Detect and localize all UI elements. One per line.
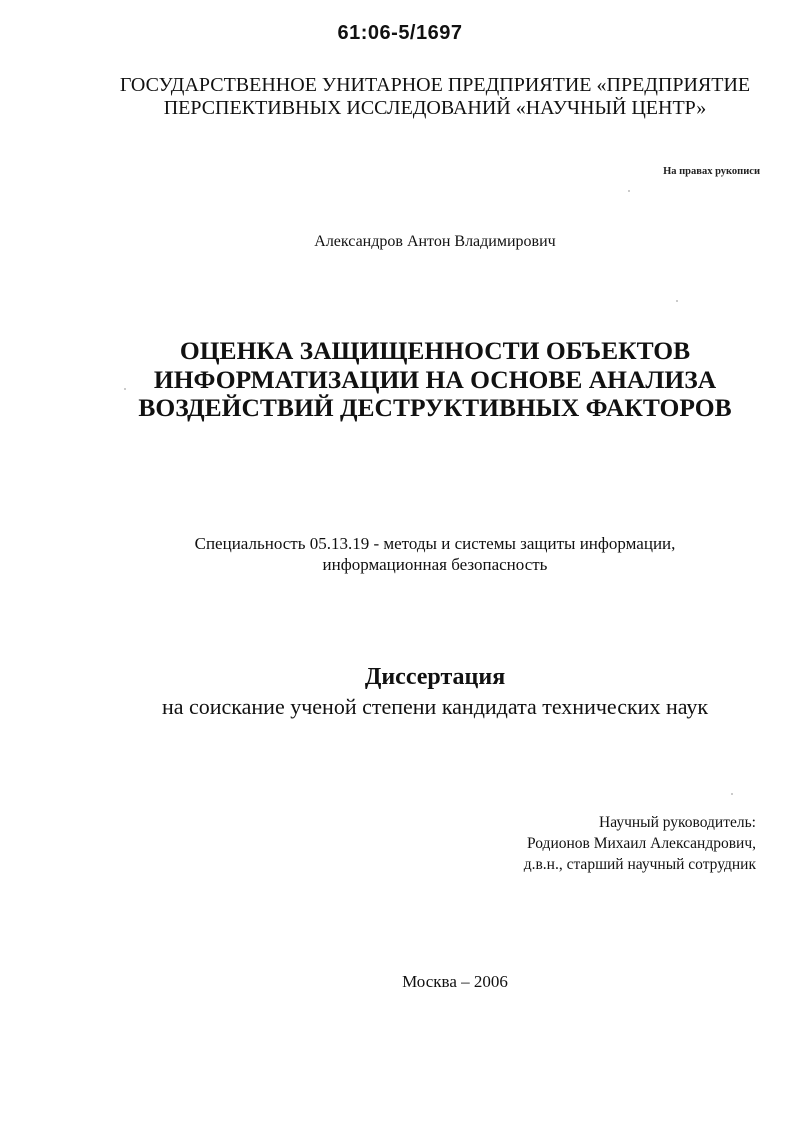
specialty-line-2: информационная безопасность bbox=[322, 555, 548, 574]
scientific-advisor bbox=[440, 812, 756, 875]
organization-name bbox=[110, 74, 760, 120]
title-line-1: ОЦЕНКА ЗАЩИЩЕННОСТИ ОБЪЕКТОВ bbox=[179, 336, 691, 365]
advisor-credentials: д.в.н., старший научный сотрудник bbox=[523, 856, 756, 873]
archive-code: 61:06-5/1697 bbox=[337, 22, 463, 44]
city-year: Москва – 2006 bbox=[402, 972, 508, 991]
advisor-name: Родионов Михаил Александрович, bbox=[527, 835, 756, 852]
organization-line-1: ГОСУДАРСТВЕННОЕ УНИТАРНОЕ ПРЕДПРИЯТИЕ «ПРЕДПРИЯТИЕ bbox=[119, 74, 751, 96]
rights-note: На правах рукописи bbox=[663, 166, 760, 177]
author-name: Александров Антон Владимирович bbox=[314, 233, 556, 250]
scan-speck bbox=[676, 300, 678, 302]
title-line-3: ВОЗДЕЙСТВИЙ ДЕСТРУКТИВНЫХ ФАКТОРОВ bbox=[138, 393, 732, 422]
degree-line: на соискание ученой степени кандидата технических наук bbox=[161, 694, 709, 719]
document-type: Диссертация bbox=[364, 664, 506, 690]
specialty bbox=[100, 533, 770, 575]
scan-speck bbox=[628, 190, 630, 192]
organization-line-2: ПЕРСПЕКТИВНЫХ ИССЛЕДОВАНИЙ «НАУЧНЫЙ ЦЕНТР» bbox=[163, 97, 707, 119]
dissertation-title bbox=[80, 337, 790, 423]
advisor-label: Научный руководитель: bbox=[599, 814, 756, 831]
title-line-2: ИНФОРМАТИЗАЦИИ НА ОСНОВЕ АНАЛИЗА bbox=[153, 364, 717, 394]
scan-speck bbox=[124, 388, 126, 390]
specialty-line-1: Специальность 05.13.19 - методы и системы защиты информации, bbox=[194, 534, 676, 553]
scan-speck bbox=[731, 793, 733, 795]
